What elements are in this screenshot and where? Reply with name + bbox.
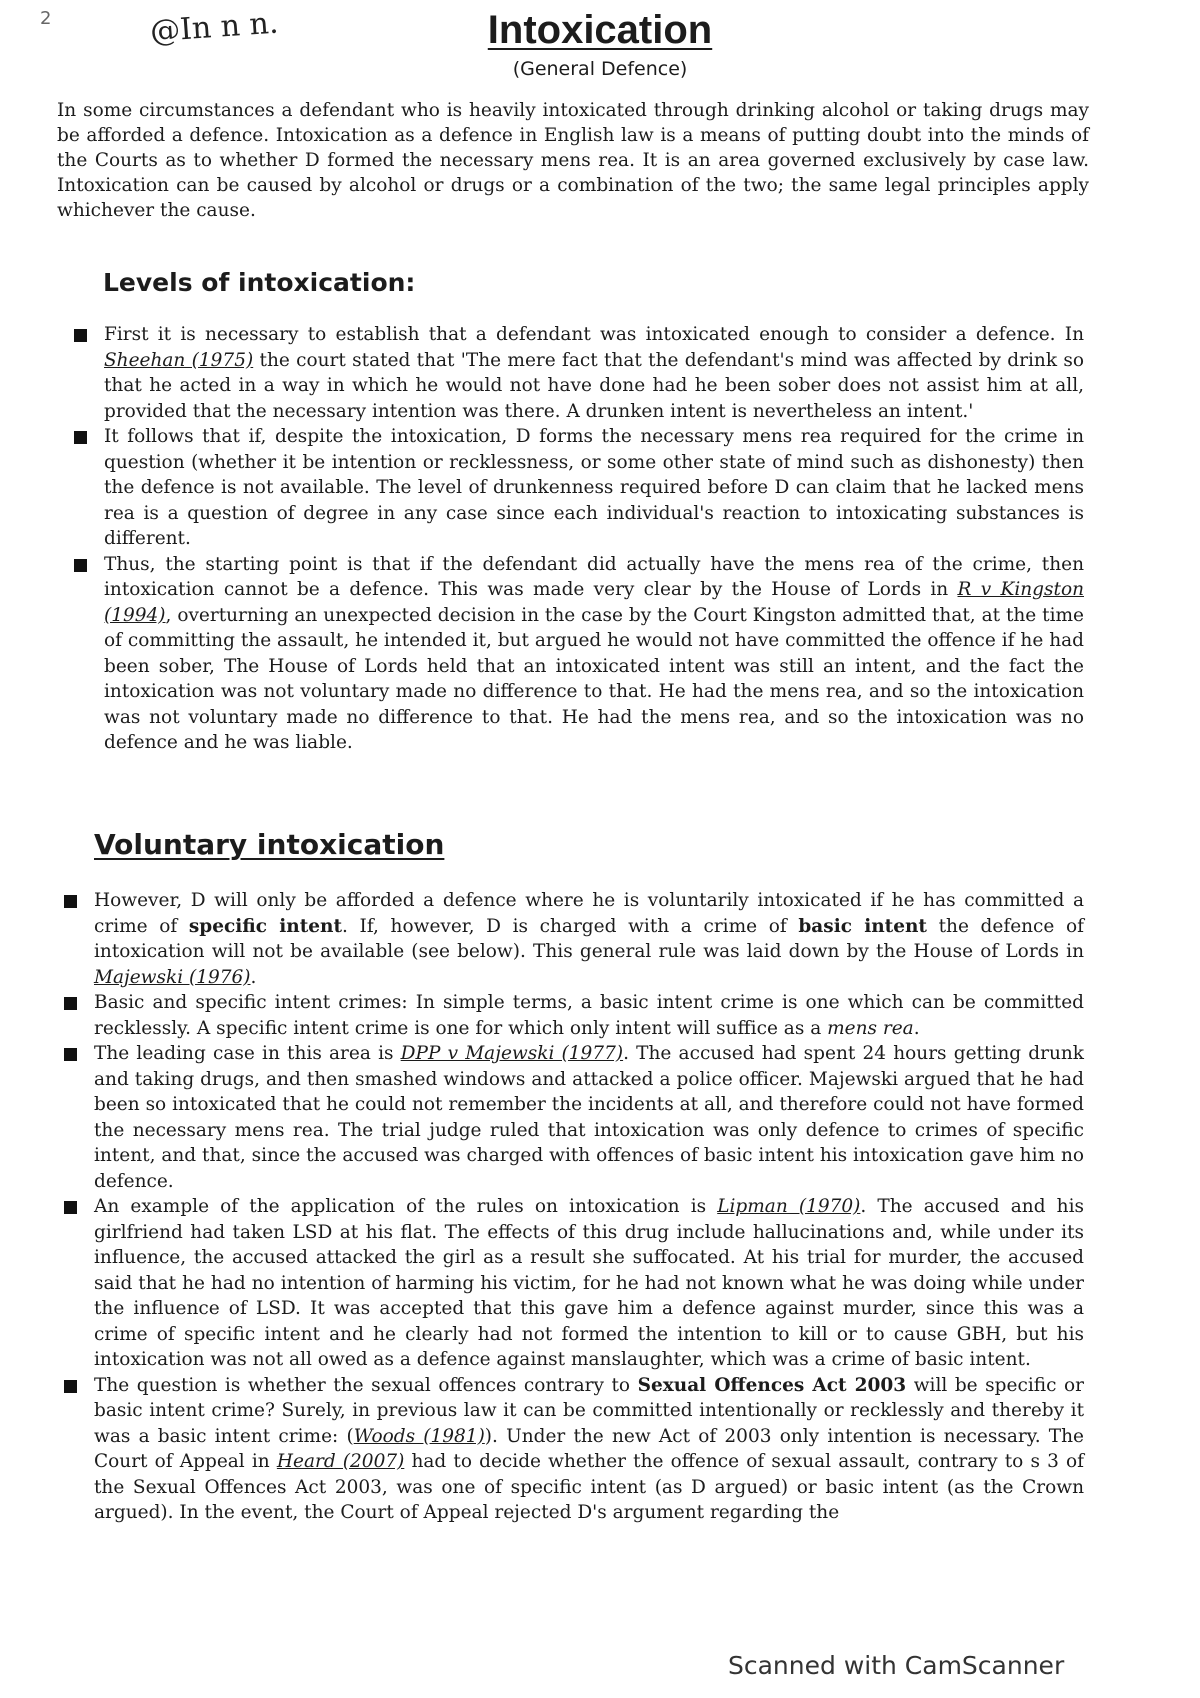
page-title-text: Intoxication xyxy=(487,8,713,52)
bold-term: basic intent xyxy=(798,915,927,937)
scanner-watermark: Scanned with CamScanner xyxy=(728,1651,1065,1680)
list-item: The question is whether the sexual offences contrary to Sexual Offences Act 2003 will be specific or basic intent crime? Surely, in previous law it can be committed intentionally or recklessly and thereby it was a basic intent crime: (Woods (1981)). Under the new Act of 2003 only intention is necessary. The Court of Appeal in Heard (2007) had to decide whether the offence of sexual assault, contrary to s 3 of the Sexual Offences Act 2003, was one of specific intent (as D argued) or basic intent (as the Crown argued). In the event, the Court of Appeal rejected D's argument regarding the xyxy=(94,1373,1084,1526)
case-reference: Majewski (1976) xyxy=(94,966,251,988)
page-subtitle: (General Defence) xyxy=(512,58,688,80)
voluntary-list xyxy=(94,888,1084,1526)
handwritten-scribble: @In n n. xyxy=(148,5,280,50)
corner-mark: 2 xyxy=(40,8,52,29)
list-item: It follows that if, despite the intoxication, D forms the necessary mens rea required for the crime in question (whether it be intention or recklessness, or some other state of mind such as dishonesty) then the defence is not available. The level of drunkenness required before D can claim that he lacked mens rea is a question of degree in any case since each individual's reaction to intoxicating substances is different. xyxy=(104,424,1084,552)
page-title xyxy=(0,5,1200,53)
voluntary-heading: Voluntary intoxication xyxy=(94,828,445,861)
levels-list xyxy=(104,322,1084,756)
case-reference: Lipman (1970) xyxy=(717,1196,861,1217)
case-reference: R v Kingston (1994) xyxy=(104,579,1084,626)
list-item: The leading case in this area is DPP v Majewski (1977). The accused had spent 24 hours getting drunk and taking drugs, and then smashed windows and attacked a police officer. Majewski argued that he had been so intoxicated that he could not remember the incidents at all, and therefore could not have formed the necessary mens rea. The trial judge ruled that intoxication was only defence to crimes of specific intent, and that, since the accused was charged with offences of basic intent his intoxication gave him no defence. xyxy=(94,1041,1084,1194)
bold-term: specific intent xyxy=(188,915,343,937)
levels-heading: Levels of intoxication: xyxy=(103,268,416,297)
intro-paragraph: In some circumstances a defendant who is heavily intoxicated through drinking alcohol or taking drugs may be afforded a defence. Intoxication as a defence in English law is a means of putting doubt into the minds of the Courts as to whether D formed the necessary mens rea. It is an area governed exclusively by case law. Intoxication can be caused by alcohol or drugs or a combination of the two; the same legal principles apply whichever the cause. xyxy=(57,100,1089,221)
case-reference: DPP v Majewski (1977) xyxy=(400,1043,624,1064)
italic-term: mens rea xyxy=(827,1017,914,1039)
case-reference: Woods (1981) xyxy=(353,1425,485,1447)
case-reference: Sheehan (1975) xyxy=(104,349,254,371)
list-item: First it is necessary to establish that a defendant was intoxicated enough to consider a defence. In Sheehan (1975) the court stated that 'The mere fact that the defendant's mind was affected by drink so that he acted in a way in which he would not have done had he been sober does not assist him at all, provided that the necessary intention was there. A drunken intent is nevertheless an intent.' xyxy=(104,322,1084,424)
list-item: Thus, the starting point is that if the defendant did actually have the mens rea of the crime, then intoxication cannot be a defence. This was made very clear by the House of Lords in R v Kingston (1994), overturning an unexpected decision in the case by the Court Kingston admitted that, at the time of committing the assault, he intended it, but argued he would not have committed the offence if he had been sober, The House of Lords held that an intoxicated intent was still an intent, and the fact the intoxication was not voluntary made no difference to that. He had the mens rea, and so the intoxication was not voluntary made no difference to that. He had the mens rea, and so the intoxication was no defence and he was liable. xyxy=(104,552,1084,756)
list-item: An example of the application of the rules on intoxication is Lipman (1970). The accused and his girlfriend had taken LSD at his flat. The effects of this drug include hallucinations and, while under its influence, the accused attacked the girl as a result she suffocated. At his trial for murder, the accused said that he had no intention of harming his victim, for he had not known what he was doing while under the influence of LSD. It was accepted that this gave him a defence against murder, since this was a crime of specific intent and he clearly had not formed the intention to kill or to cause GBH, but his intoxication was not all owed as a defence against manslaughter, which was a crime of basic intent. xyxy=(94,1194,1084,1373)
bold-term: Sexual Offences Act 2003 xyxy=(637,1374,907,1396)
list-item: However, D will only be afforded a defence where he is voluntarily intoxicated if he has committed a crime of specific intent. If, however, D is charged with a crime of basic intent the defence of intoxication will not be available (see below). This general rule was laid down by the House of Lords in Majewski (1976). xyxy=(94,888,1084,990)
case-reference: Heard (2007) xyxy=(276,1451,405,1472)
list-item: Basic and specific intent crimes: In simple terms, a basic intent crime is one which can be committed recklessly. A specific intent crime is one for which only intent will suffice as a mens rea. xyxy=(94,990,1084,1041)
